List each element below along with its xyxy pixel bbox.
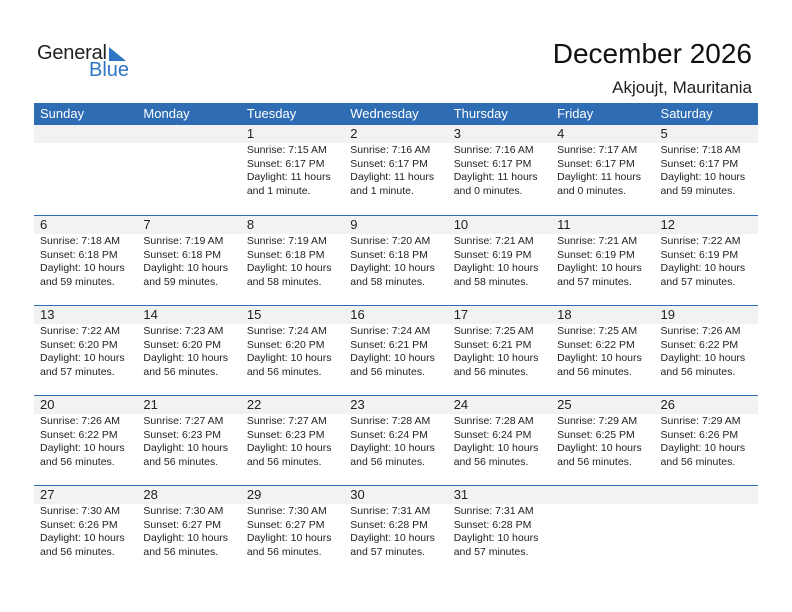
day-minutes-text: and 56 minutes. (453, 455, 529, 468)
day-details-row (34, 414, 758, 469)
day-cell (551, 324, 654, 379)
calendar-week-row (34, 395, 758, 485)
day-number: 17 (453, 307, 469, 322)
page-title: December 2026 (552, 38, 752, 69)
day-minutes-text: and 59 minutes. (40, 275, 115, 288)
day-number: 7 (143, 217, 151, 232)
day-number-band (34, 216, 758, 234)
day-daylight-text: Daylight: 10 hours (557, 262, 642, 275)
day-sunset-text: Sunset: 6:24 PM (453, 428, 532, 441)
day-sunset-text: Sunset: 6:28 PM (350, 518, 428, 531)
day-details-row (34, 504, 758, 559)
day-number: 8 (246, 217, 255, 232)
day-minutes-text: and 1 minute. (246, 184, 311, 197)
day-sunset-text: Sunset: 6:24 PM (350, 428, 428, 441)
calendar-week-row (34, 125, 758, 215)
day-daylight-text: Daylight: 10 hours (350, 352, 435, 365)
day-cell (34, 143, 137, 198)
day-sunset-text: Sunset: 6:25 PM (557, 428, 635, 441)
day-cell (241, 234, 344, 289)
weekday-wednesday: Wednesday (350, 106, 419, 121)
day-cell (137, 324, 240, 379)
day-daylight-text: Daylight: 10 hours (350, 532, 435, 545)
day-cell (655, 414, 758, 469)
day-daylight-text: Daylight: 10 hours (143, 352, 229, 365)
day-number (34, 125, 137, 143)
day-daylight-text: Daylight: 10 hours (246, 442, 332, 455)
day-sunrise-text: Sunrise: 7:15 AM (246, 144, 327, 156)
day-minutes-text: and 56 minutes. (143, 545, 219, 558)
day-minutes-text: and 58 minutes. (453, 275, 529, 288)
day-daylight-text: Daylight: 10 hours (40, 442, 125, 455)
day-sunset-text: Sunset: 6:27 PM (246, 518, 325, 531)
day-cell (344, 324, 447, 379)
day-sunset-text: Sunset: 6:23 PM (143, 428, 222, 441)
day-sunset-text: Sunset: 6:23 PM (246, 428, 325, 441)
day-number: 15 (246, 307, 262, 322)
day-number: 13 (40, 307, 55, 322)
day-cell (448, 324, 551, 379)
day-sunset-text: Sunset: 6:22 PM (40, 428, 118, 441)
day-minutes-text: and 56 minutes. (660, 365, 736, 378)
calendar-week-row (34, 215, 758, 305)
day-number: 30 (350, 487, 365, 502)
day-cell (551, 414, 654, 469)
day-sunrise-text: Sunrise: 7:21 AM (557, 235, 638, 247)
day-daylight-text: Daylight: 11 hours (246, 171, 331, 184)
day-sunrise-text: Sunrise: 7:19 AM (143, 235, 224, 247)
day-minutes-text: and 56 minutes. (557, 365, 632, 378)
day-details-row (34, 143, 758, 198)
day-sunrise-text: Sunrise: 7:28 AM (350, 415, 431, 427)
day-number: 24 (453, 397, 469, 412)
day-sunset-text: Sunset: 6:19 PM (453, 248, 532, 261)
day-sunrise-text: Sunrise: 7:17 AM (557, 144, 638, 156)
day-daylight-text: Daylight: 11 hours (350, 171, 435, 184)
day-sunrise-text: Sunrise: 7:22 AM (40, 325, 120, 337)
location-subtitle: Akjoujt, Mauritania (612, 78, 752, 97)
calendar-weeks (34, 125, 758, 575)
day-number: 14 (143, 307, 158, 322)
day-number (137, 125, 240, 143)
day-daylight-text: Daylight: 10 hours (143, 442, 229, 455)
day-number-band (34, 306, 758, 324)
day-minutes-text: and 56 minutes. (143, 455, 219, 468)
day-minutes-text: and 56 minutes. (40, 545, 115, 558)
day-cell (344, 414, 447, 469)
day-cell (448, 143, 551, 198)
day-number: 5 (660, 126, 668, 141)
day-minutes-text: and 57 minutes. (453, 545, 529, 558)
day-cell (551, 234, 654, 289)
logo-blue-text: Blue (89, 59, 130, 81)
day-number: 2 (350, 126, 358, 141)
day-minutes-text: and 58 minutes. (246, 275, 322, 288)
weekday-saturday: Saturday (660, 106, 713, 121)
day-sunset-text: Sunset: 6:26 PM (40, 518, 118, 531)
day-daylight-text: Daylight: 10 hours (350, 442, 435, 455)
day-number: 31 (453, 487, 469, 502)
day-daylight-text: Daylight: 10 hours (660, 262, 746, 275)
day-cell (137, 504, 240, 559)
day-minutes-text: and 59 minutes. (660, 184, 736, 197)
day-minutes-text: and 56 minutes. (143, 365, 219, 378)
day-sunset-text: Sunset: 6:20 PM (143, 338, 222, 351)
day-sunset-text: Sunset: 6:27 PM (143, 518, 222, 531)
day-sunset-text: Sunset: 6:18 PM (143, 248, 222, 261)
day-cell (448, 234, 551, 289)
day-sunset-text: Sunset: 6:17 PM (350, 157, 428, 170)
day-sunrise-text: Sunrise: 7:19 AM (246, 235, 327, 247)
day-daylight-text: Daylight: 10 hours (40, 532, 125, 545)
day-number: 9 (350, 217, 358, 232)
day-cell (137, 234, 240, 289)
day-minutes-text: and 58 minutes. (350, 275, 425, 288)
day-sunrise-text: Sunrise: 7:25 AM (453, 325, 534, 337)
day-sunrise-text: Sunrise: 7:25 AM (557, 325, 638, 337)
day-sunset-text: Sunset: 6:20 PM (40, 338, 118, 351)
day-number: 6 (40, 217, 48, 232)
day-minutes-text: and 56 minutes. (40, 455, 115, 468)
day-number-band (34, 125, 758, 143)
day-daylight-text: Daylight: 10 hours (557, 352, 642, 365)
day-sunset-text: Sunset: 6:18 PM (246, 248, 325, 261)
day-daylight-text: Daylight: 10 hours (453, 262, 539, 275)
day-sunrise-text: Sunrise: 7:22 AM (660, 235, 741, 247)
day-daylight-text: Daylight: 10 hours (143, 532, 229, 545)
calendar-week-row (34, 485, 758, 575)
day-cell (241, 504, 344, 559)
day-number: 3 (453, 126, 461, 141)
day-cell (137, 143, 240, 198)
day-sunset-text: Sunset: 6:22 PM (660, 338, 739, 351)
day-cell (241, 324, 344, 379)
day-sunrise-text: Sunrise: 7:16 AM (453, 144, 534, 156)
day-number: 22 (246, 397, 262, 412)
day-cell (344, 234, 447, 289)
day-cell (655, 324, 758, 379)
day-minutes-text: and 0 minutes. (453, 184, 523, 197)
day-daylight-text: Daylight: 10 hours (350, 262, 435, 275)
day-sunset-text: Sunset: 6:17 PM (557, 157, 635, 170)
day-sunrise-text: Sunrise: 7:26 AM (40, 415, 120, 427)
day-number: 12 (660, 217, 675, 232)
day-minutes-text: and 56 minutes. (246, 455, 322, 468)
day-number-band (34, 396, 758, 414)
day-daylight-text: Daylight: 10 hours (246, 262, 332, 275)
day-sunrise-text: Sunrise: 7:27 AM (143, 415, 224, 427)
calendar-grid (34, 103, 758, 575)
day-cell (137, 414, 240, 469)
day-details-row (34, 324, 758, 379)
day-sunset-text: Sunset: 6:17 PM (660, 157, 739, 170)
weekday-tuesday: Tuesday (246, 106, 297, 121)
day-sunset-text: Sunset: 6:20 PM (246, 338, 325, 351)
day-minutes-text: and 59 minutes. (143, 275, 219, 288)
day-sunrise-text: Sunrise: 7:29 AM (557, 415, 638, 427)
day-minutes-text: and 57 minutes. (40, 365, 115, 378)
weekday-header (34, 103, 758, 125)
day-sunset-text: Sunset: 6:19 PM (557, 248, 635, 261)
day-daylight-text: Daylight: 10 hours (40, 352, 125, 365)
day-cell (344, 143, 447, 198)
day-sunset-text: Sunset: 6:18 PM (350, 248, 428, 261)
day-minutes-text: and 57 minutes. (557, 275, 632, 288)
weekday-sunday: Sunday (40, 106, 85, 121)
day-number: 19 (660, 307, 675, 322)
day-sunset-text: Sunset: 6:28 PM (453, 518, 532, 531)
day-daylight-text: Daylight: 11 hours (557, 171, 641, 184)
day-sunrise-text: Sunrise: 7:30 AM (40, 505, 120, 517)
day-sunrise-text: Sunrise: 7:31 AM (453, 505, 534, 517)
day-sunset-text: Sunset: 6:17 PM (246, 157, 325, 170)
day-minutes-text: and 56 minutes. (453, 365, 529, 378)
day-number (551, 486, 654, 504)
day-sunset-text: Sunset: 6:22 PM (557, 338, 635, 351)
day-sunrise-text: Sunrise: 7:27 AM (246, 415, 327, 427)
day-number: 18 (557, 307, 572, 322)
day-daylight-text: Daylight: 11 hours (453, 171, 538, 184)
day-minutes-text: and 56 minutes. (246, 365, 322, 378)
day-daylight-text: Daylight: 10 hours (143, 262, 229, 275)
day-number: 1 (246, 126, 255, 141)
day-sunrise-text: Sunrise: 7:21 AM (453, 235, 534, 247)
day-number: 25 (557, 397, 572, 412)
weekday-thursday: Thursday (453, 106, 508, 121)
day-daylight-text: Daylight: 10 hours (246, 532, 332, 545)
day-number: 20 (40, 397, 55, 412)
day-sunset-text: Sunset: 6:19 PM (660, 248, 739, 261)
day-cell (34, 504, 137, 559)
day-daylight-text: Daylight: 10 hours (453, 532, 539, 545)
day-cell (344, 504, 447, 559)
logo-general-text: General (37, 42, 107, 64)
day-sunrise-text: Sunrise: 7:18 AM (40, 235, 120, 247)
day-cell (655, 234, 758, 289)
day-sunrise-text: Sunrise: 7:20 AM (350, 235, 431, 247)
day-minutes-text: and 1 minute. (350, 184, 414, 197)
logo (37, 42, 137, 82)
day-minutes-text: and 56 minutes. (350, 455, 425, 468)
day-sunrise-text: Sunrise: 7:29 AM (660, 415, 741, 427)
day-cell (448, 504, 551, 559)
day-sunrise-text: Sunrise: 7:18 AM (660, 144, 741, 156)
day-minutes-text: and 56 minutes. (246, 545, 322, 558)
day-cell (448, 414, 551, 469)
day-number: 11 (557, 217, 571, 232)
day-daylight-text: Daylight: 10 hours (660, 352, 746, 365)
day-minutes-text: and 57 minutes. (660, 275, 736, 288)
day-number: 23 (350, 397, 365, 412)
weekday-friday: Friday (557, 106, 594, 121)
day-daylight-text: Daylight: 10 hours (660, 442, 746, 455)
day-minutes-text: and 0 minutes. (557, 184, 626, 197)
day-number: 28 (143, 487, 158, 502)
day-minutes-text: and 56 minutes. (350, 365, 425, 378)
day-sunset-text: Sunset: 6:18 PM (40, 248, 118, 261)
weekday-monday: Monday (143, 106, 190, 121)
calendar-week-row (34, 305, 758, 395)
day-minutes-text: and 56 minutes. (660, 455, 736, 468)
day-number: 16 (350, 307, 365, 322)
day-minutes-text: and 56 minutes. (557, 455, 632, 468)
day-number: 4 (557, 126, 565, 141)
day-cell (655, 504, 758, 559)
day-daylight-text: Daylight: 10 hours (660, 171, 746, 184)
day-number (655, 486, 758, 504)
day-cell (241, 143, 344, 198)
day-sunset-text: Sunset: 6:26 PM (660, 428, 739, 441)
day-cell (34, 414, 137, 469)
day-number: 10 (453, 217, 469, 232)
day-daylight-text: Daylight: 10 hours (40, 262, 125, 275)
day-number: 29 (246, 487, 262, 502)
day-sunrise-text: Sunrise: 7:30 AM (246, 505, 327, 517)
day-daylight-text: Daylight: 10 hours (557, 442, 642, 455)
day-daylight-text: Daylight: 10 hours (246, 352, 332, 365)
day-number: 27 (40, 487, 55, 502)
day-cell (655, 143, 758, 198)
day-sunrise-text: Sunrise: 7:28 AM (453, 415, 534, 427)
day-sunrise-text: Sunrise: 7:26 AM (660, 325, 741, 337)
day-sunrise-text: Sunrise: 7:30 AM (143, 505, 224, 517)
day-sunrise-text: Sunrise: 7:23 AM (143, 325, 224, 337)
day-number: 21 (143, 397, 158, 412)
day-cell (241, 414, 344, 469)
day-sunset-text: Sunset: 6:21 PM (453, 338, 532, 351)
day-minutes-text: and 57 minutes. (350, 545, 425, 558)
day-number: 26 (660, 397, 675, 412)
day-cell (551, 504, 654, 559)
day-sunrise-text: Sunrise: 7:24 AM (350, 325, 431, 337)
day-sunrise-text: Sunrise: 7:31 AM (350, 505, 431, 517)
day-sunset-text: Sunset: 6:17 PM (453, 157, 532, 170)
day-cell (551, 143, 654, 198)
day-sunrise-text: Sunrise: 7:16 AM (350, 144, 431, 156)
day-daylight-text: Daylight: 10 hours (453, 442, 539, 455)
day-sunrise-text: Sunrise: 7:24 AM (246, 325, 327, 337)
day-daylight-text: Daylight: 10 hours (453, 352, 539, 365)
day-details-row (34, 234, 758, 289)
day-cell (34, 324, 137, 379)
day-sunset-text: Sunset: 6:21 PM (350, 338, 428, 351)
day-number-band (34, 486, 758, 504)
day-cell (34, 234, 137, 289)
